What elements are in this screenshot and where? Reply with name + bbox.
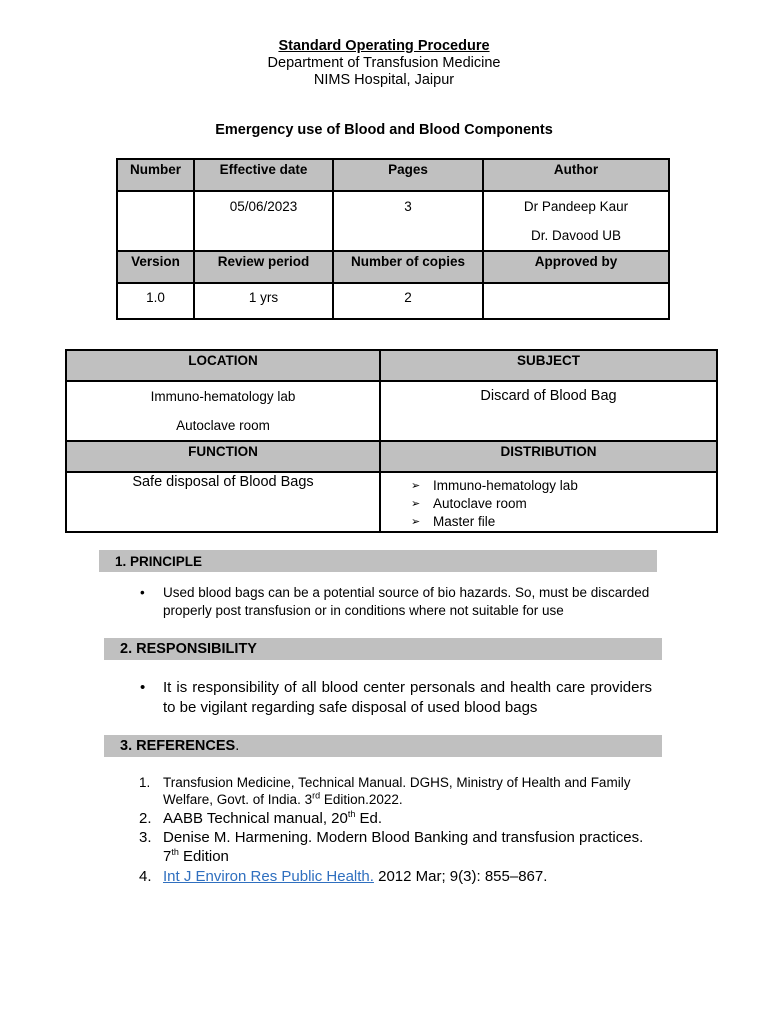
reference-item: 3. Denise M. Harmening. Modern Blood Banking and transfusion practices. 7th Edition: [139, 829, 644, 865]
principle-bullet: [140, 584, 660, 620]
department-name: Department of Transfusion Medicine: [267, 55, 501, 71]
sop-title: Standard Operating Procedure: [278, 38, 490, 54]
header-function: FUNCTION: [66, 441, 380, 472]
cell-author: [483, 191, 669, 251]
cell-pages: 3: [333, 191, 483, 251]
header-author: Author: [483, 159, 669, 191]
author-1: Dr Pandeep Kaur: [523, 199, 629, 214]
author-2: Dr. Davood UB: [530, 228, 622, 243]
principle-text: Used blood bags can be a potential source of bio hazards. So, must be discarded properly post transfusion or in conditions where not suitable for use: [163, 585, 650, 618]
references-heading: 3. REFERENCES.: [104, 735, 662, 757]
document-meta-table: [116, 158, 670, 320]
header-pages: Pages: [333, 159, 483, 191]
cell-location: [66, 381, 380, 441]
reference-item: 2. AABB Technical manual, 20th Ed.: [139, 809, 383, 827]
location-1: Immuno-hematology lab: [150, 389, 296, 404]
responsibility-heading: 2. RESPONSIBILITY: [104, 638, 662, 660]
cell-number: [117, 191, 194, 251]
hospital-name: NIMS Hospital, Jaipur: [313, 72, 455, 88]
header-subject: SUBJECT: [380, 350, 717, 381]
header-number: Number: [117, 159, 194, 191]
principle-heading: 1. PRINCIPLE: [99, 550, 657, 572]
header-review-period: Review period: [194, 251, 333, 283]
cell-copies: 2: [333, 283, 483, 319]
location-2: Autoclave room: [176, 418, 270, 433]
document-title: Emergency use of Blood and Blood Components: [215, 122, 553, 138]
journal-link[interactable]: Int J Environ Res Public Health.: [163, 868, 374, 885]
location-table: [65, 349, 718, 533]
cell-version: 1.0: [117, 283, 194, 319]
header-approved-by: Approved by: [483, 251, 669, 283]
reference-item: 1. Transfusion Medicine, Technical Manual. DGHS, Ministry of Health and Family Welfare, Govt. of India. 3rd Edition.2022.: [139, 775, 631, 807]
header-distribution: DISTRIBUTION: [380, 441, 717, 472]
cell-review-period: 1 yrs: [194, 283, 333, 319]
reference-item: 4. Int J Environ Res Public Health. 2012 Mar; 9(3): 855–867.: [139, 868, 548, 885]
distribution-list: [381, 473, 716, 531]
responsibility-bullet: [140, 678, 652, 718]
distribution-item: ➢ Master file: [411, 513, 716, 531]
header-location: LOCATION: [66, 350, 380, 381]
cell-effective-date: 05/06/2023: [194, 191, 333, 251]
cell-distribution: [380, 472, 717, 532]
bullet-dot-icon: •: [140, 585, 145, 600]
header-version: Version: [117, 251, 194, 283]
header-effective-date: Effective date: [194, 159, 333, 191]
header-copies: Number of copies: [333, 251, 483, 283]
cell-subject: Discard of Blood Bag: [380, 381, 717, 441]
cell-approved-by: [483, 283, 669, 319]
distribution-item: ➢ Autoclave room: [411, 495, 716, 513]
responsibility-text: It is responsibility of all blood center personals and health care providers to be vigilant regarding safe disposal of used blood bags: [163, 679, 652, 716]
cell-function: Safe disposal of Blood Bags: [66, 472, 380, 532]
distribution-item: ➢ Immuno-hematology lab: [411, 477, 716, 495]
bullet-dot-icon: •: [140, 679, 146, 696]
